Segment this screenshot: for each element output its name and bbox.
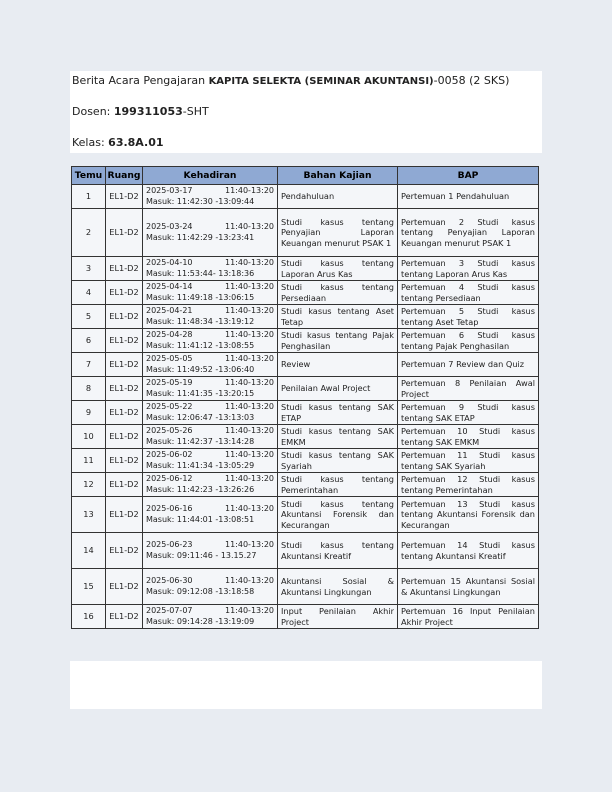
scheduled-time: 11:40-13:20	[225, 378, 274, 387]
footer-panel	[70, 661, 542, 709]
bahan-kajian: Review	[278, 353, 398, 377]
table-row	[72, 377, 539, 401]
room-code: EL1-D2	[106, 605, 143, 629]
meeting-number: 15	[72, 569, 106, 605]
check-in-time: Masuk: 09:14:28 -13:19:09	[146, 616, 255, 626]
meeting-number: 13	[72, 497, 106, 533]
attendance-cell	[143, 401, 278, 425]
bap-text: Pertemuan 14 Studi kasus tentang Akuntansi Kreatif	[398, 533, 539, 569]
room-code: EL1-D2	[106, 401, 143, 425]
table-row	[72, 569, 539, 605]
meeting-number: 16	[72, 605, 106, 629]
bap-text: Pertemuan 5 Studi kasus tentang Aset Tetap	[398, 305, 539, 329]
meeting-date: 2025-03-17	[146, 186, 193, 195]
table-row	[72, 209, 539, 257]
meeting-number: 12	[72, 473, 106, 497]
bap-text: Pertemuan 15 Akuntansi Sosial & Akuntansi Lingkungan	[398, 569, 539, 605]
meeting-number: 5	[72, 305, 106, 329]
bap-text: Pertemuan 8 Penilaian Awal Project	[398, 377, 539, 401]
room-code: EL1-D2	[106, 497, 143, 533]
scheduled-time: 11:40-13:20	[225, 222, 274, 231]
meeting-number: 14	[72, 533, 106, 569]
col-header-kehadiran: Kehadiran	[143, 167, 278, 185]
meeting-date: 2025-04-10	[146, 258, 193, 267]
meeting-number: 6	[72, 329, 106, 353]
room-code: EL1-D2	[106, 209, 143, 257]
room-code: EL1-D2	[106, 185, 143, 209]
bahan-kajian: Studi kasus tentang Aset Tetap	[278, 305, 398, 329]
attendance-cell	[143, 185, 278, 209]
bap-text: Pertemuan 1 Pendahuluan	[398, 185, 539, 209]
table-row	[72, 185, 539, 209]
bap-text: Pertemuan 2 Studi kasus tentang Penyajian Laporan Keuangan menurut PSAK 1	[398, 209, 539, 257]
meeting-date: 2025-04-21	[146, 306, 193, 315]
dosen-id: 199311053	[113, 105, 183, 118]
meeting-date: 2025-07-07	[146, 606, 193, 615]
bap-text: Pertemuan 11 Studi kasus tentang SAK Syariah	[398, 449, 539, 473]
scheduled-time: 11:40-13:20	[225, 450, 274, 459]
room-code: EL1-D2	[106, 449, 143, 473]
scheduled-time: 11:40-13:20	[225, 330, 274, 339]
check-in-time: Masuk: 11:42:23 -13:26:26	[146, 484, 255, 494]
table-row	[72, 473, 539, 497]
bap-text: Pertemuan 7 Review dan Quiz	[398, 353, 539, 377]
kelas-label: Kelas:	[72, 136, 109, 149]
check-in-time: Masuk: 11:44:01 -13:08:51	[146, 514, 255, 524]
meeting-date: 2025-05-19	[146, 378, 193, 387]
col-header-bahan-kajian: Bahan Kajian	[278, 167, 398, 185]
check-in-time: Masuk: 11:41:34 -13:05:29	[146, 460, 255, 470]
scheduled-time: 11:40-13:20	[225, 540, 274, 549]
attendance-cell	[143, 533, 278, 569]
check-in-time: Masuk: 12:06:47 -13:13:03	[146, 412, 255, 422]
col-header-temu: Temu	[72, 167, 106, 185]
room-code: EL1-D2	[106, 377, 143, 401]
table-row	[72, 281, 539, 305]
check-in-time: Masuk: 09:12:08 -13:18:58	[146, 586, 255, 596]
attendance-cell	[143, 257, 278, 281]
bahan-kajian: Studi kasus tentang Akuntansi Kreatif	[278, 533, 398, 569]
meeting-date: 2025-05-22	[146, 402, 193, 411]
attendance-cell	[143, 353, 278, 377]
col-header-ruang: Ruang	[106, 167, 143, 185]
attendance-cell	[143, 449, 278, 473]
attendance-cell	[143, 329, 278, 353]
bap-text: Pertemuan 12 Studi kasus tentang Pemerintahan	[398, 473, 539, 497]
room-code: EL1-D2	[106, 305, 143, 329]
meeting-number: 4	[72, 281, 106, 305]
meeting-date: 2025-04-28	[146, 330, 193, 339]
check-in-time: Masuk: 11:42:30 -13:09:44	[146, 196, 255, 206]
bap-text: Pertemuan 16 Input Penilaian Akhir Project	[398, 605, 539, 629]
attendance-cell	[143, 377, 278, 401]
table-row	[72, 401, 539, 425]
scheduled-time: 11:40-13:20	[225, 402, 274, 411]
table-row	[72, 605, 539, 629]
table-header-row	[72, 167, 539, 185]
meeting-number: 9	[72, 401, 106, 425]
meeting-date: 2025-03-24	[146, 222, 193, 231]
meeting-number: 10	[72, 425, 106, 449]
meeting-date: 2025-06-16	[146, 504, 193, 513]
bahan-kajian: Studi kasus tentang Persediaan	[278, 281, 398, 305]
bahan-kajian: Studi kasus tentang SAK ETAP	[278, 401, 398, 425]
check-in-time: Masuk: 11:41:12 -13:08:55	[146, 340, 255, 350]
attendance-cell	[143, 209, 278, 257]
bahan-kajian: Input Penilaian Akhir Project	[278, 605, 398, 629]
meeting-date: 2025-06-30	[146, 576, 193, 585]
meeting-number: 3	[72, 257, 106, 281]
scheduled-time: 11:40-13:20	[225, 282, 274, 291]
meeting-number: 2	[72, 209, 106, 257]
room-code: EL1-D2	[106, 353, 143, 377]
check-in-time: Masuk: 11:49:52 -13:06:40	[146, 364, 255, 374]
bap-text: Pertemuan 9 Studi kasus tentang SAK ETAP	[398, 401, 539, 425]
attendance-cell	[143, 605, 278, 629]
check-in-time: Masuk: 11:53:44- 13:18:36	[146, 268, 255, 278]
course-code: -0058 (2 SKS)	[433, 74, 510, 87]
table-row	[72, 353, 539, 377]
table-row	[72, 257, 539, 281]
bahan-kajian: Akuntansi Sosial & Akuntansi Lingkungan	[278, 569, 398, 605]
attendance-cell	[143, 569, 278, 605]
attendance-cell	[143, 281, 278, 305]
check-in-time: Masuk: 09:11:46 - 13.15.27	[146, 550, 257, 560]
meeting-date: 2025-06-12	[146, 474, 193, 483]
check-in-time: Masuk: 11:49:18 -13:06:15	[146, 292, 255, 302]
document-header	[70, 71, 542, 153]
meeting-number: 11	[72, 449, 106, 473]
scheduled-time: 11:40-13:20	[225, 606, 274, 615]
meeting-number: 7	[72, 353, 106, 377]
bahan-kajian: Studi kasus tentang Laporan Arus Kas	[278, 257, 398, 281]
table-row	[72, 425, 539, 449]
dosen-suffix: -SHT	[182, 105, 209, 118]
bap-text: Pertemuan 10 Studi kasus tentang SAK EMKM	[398, 425, 539, 449]
bahan-kajian: Studi kasus tentang Akuntansi Forensik dan Kecurangan	[278, 497, 398, 533]
bahan-kajian: Studi kasus tentang Pajak Penghasilan	[278, 329, 398, 353]
bap-text: Pertemuan 3 Studi kasus tentang Laporan Arus Kas	[398, 257, 539, 281]
attendance-cell	[143, 425, 278, 449]
check-in-time: Masuk: 11:42:37 -13:14:28	[146, 436, 255, 446]
col-header-bap: BAP	[398, 167, 539, 185]
check-in-time: Masuk: 11:41:35 -13:20:15	[146, 388, 255, 398]
bahan-kajian: Pendahuluan	[278, 185, 398, 209]
room-code: EL1-D2	[106, 257, 143, 281]
dosen-line	[72, 105, 209, 118]
kelas-value: 63.8A.01	[108, 136, 164, 149]
bahan-kajian: Studi kasus tentang SAK EMKM	[278, 425, 398, 449]
table-row	[72, 533, 539, 569]
room-code: EL1-D2	[106, 473, 143, 497]
check-in-time: Masuk: 11:48:34 -13:19:12	[146, 316, 255, 326]
attendance-cell	[143, 473, 278, 497]
bahan-kajian: Studi kasus tentang Penyajian Laporan Keuangan menurut PSAK 1	[278, 209, 398, 257]
meeting-date: 2025-05-26	[146, 426, 193, 435]
meeting-date: 2025-04-14	[146, 282, 193, 291]
scheduled-time: 11:40-13:20	[225, 426, 274, 435]
scheduled-time: 11:40-13:20	[225, 504, 274, 513]
bahan-kajian: Studi kasus tentang SAK Syariah	[278, 449, 398, 473]
table-row	[72, 449, 539, 473]
room-code: EL1-D2	[106, 425, 143, 449]
attendance-cell	[143, 497, 278, 533]
meeting-number: 1	[72, 185, 106, 209]
scheduled-time: 11:40-13:20	[225, 576, 274, 585]
check-in-time: Masuk: 11:42:29 -13:23:41	[146, 232, 255, 242]
title-prefix: Berita Acara Pengajaran	[72, 74, 209, 87]
scheduled-time: 11:40-13:20	[225, 258, 274, 267]
meeting-date: 2025-05-05	[146, 354, 193, 363]
document-title	[72, 74, 509, 87]
scheduled-time: 11:40-13:20	[225, 354, 274, 363]
dosen-label: Dosen:	[72, 105, 114, 118]
scheduled-time: 11:40-13:20	[225, 186, 274, 195]
bap-text: Pertemuan 4 Studi kasus tentang Persediaan	[398, 281, 539, 305]
meeting-number: 8	[72, 377, 106, 401]
bahan-kajian: Penilaian Awal Project	[278, 377, 398, 401]
room-code: EL1-D2	[106, 533, 143, 569]
table-row	[72, 305, 539, 329]
table-row	[72, 329, 539, 353]
bap-text: Pertemuan 6 Studi kasus tentang Pajak Penghasilan	[398, 329, 539, 353]
meeting-date: 2025-06-23	[146, 540, 193, 549]
scheduled-time: 11:40-13:20	[225, 474, 274, 483]
room-code: EL1-D2	[106, 281, 143, 305]
course-name: KAPITA SELEKTA (SEMINAR AKUNTANSI)	[208, 76, 434, 87]
bahan-kajian: Studi kasus tentang Pemerintahan	[278, 473, 398, 497]
meeting-date: 2025-06-02	[146, 450, 193, 459]
kelas-line	[72, 136, 164, 149]
attendance-cell	[143, 305, 278, 329]
bap-text: Pertemuan 13 Studi kasus tentang Akuntansi Forensik dan Kecurangan	[398, 497, 539, 533]
room-code: EL1-D2	[106, 329, 143, 353]
room-code: EL1-D2	[106, 569, 143, 605]
attendance-table	[71, 166, 539, 629]
scheduled-time: 11:40-13:20	[225, 306, 274, 315]
table-row	[72, 497, 539, 533]
